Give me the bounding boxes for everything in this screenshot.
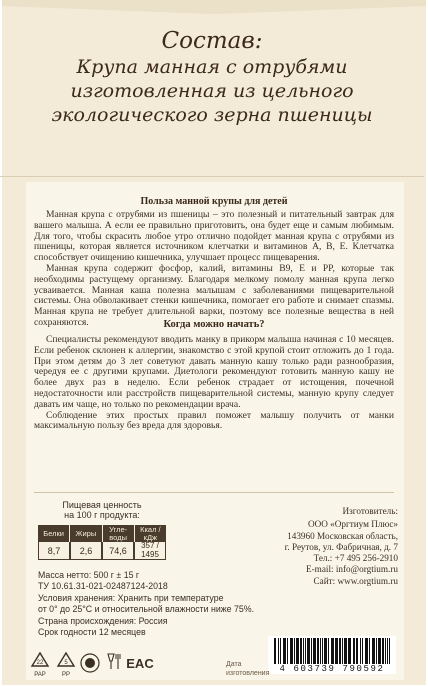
barcode-bar xyxy=(362,638,363,664)
barcode-bar xyxy=(290,638,293,664)
nutrition-header-energy: Ккал / кДж xyxy=(140,525,161,542)
barcode-bar xyxy=(387,638,388,664)
barcode-bar xyxy=(369,638,370,664)
standard-code: ТУ 10.61.31-021-02487124-2018 xyxy=(38,581,168,592)
benefit-title: Польза манной крупы для детей xyxy=(140,196,288,207)
barcode-bar xyxy=(382,638,384,664)
composition-line-3: экологического зерна пшеницы xyxy=(51,104,373,126)
composition-block xyxy=(0,28,424,127)
manufacturer-region: 143960 Московская область, xyxy=(287,530,398,541)
barcode-bar xyxy=(335,638,338,664)
manufacturer-name: ООО «Оргтиум Плюс» xyxy=(307,519,398,530)
manufacturer-site: Сайт: www.orgtium.ru xyxy=(313,575,398,586)
nutrition-header-fat: Жиры xyxy=(70,525,102,542)
nutrition-subtitle: на 100 г продукта: xyxy=(64,510,140,520)
barcode-bar xyxy=(305,638,306,664)
pp-label: PP xyxy=(61,672,71,678)
barcode-number: 4 603739 790592 xyxy=(268,664,396,674)
when-paragraph-2: Соблюдение этих простых правил поможет малышу получить от манки максимальную пользу без вреда для здоровья. xyxy=(34,409,394,432)
barcode-bar xyxy=(280,638,281,664)
flap-shape xyxy=(2,0,426,14)
barcode-bar xyxy=(365,638,368,664)
glass-fork-icon xyxy=(108,654,120,669)
barcode-bar xyxy=(360,638,361,664)
barcode-bar xyxy=(328,638,329,664)
when-title: Когда можно начать? xyxy=(163,319,265,330)
pp-number: 5 xyxy=(64,660,68,666)
barcode-bar xyxy=(278,638,279,664)
nutrition-value-carbs: 74,6 xyxy=(102,542,134,560)
manufacturer-phone: Тел.: +7 495 256-2910 xyxy=(313,553,398,564)
when-paragraph-1: Специалисты рекомендуют вводить манку в прикорм малыша начиная с 10 месяцев. Если ребенок склонен к аллергии, знакомство с этой крупой стоит отложить до 1 года. При этом детям до 3 лет советуют давать манную кашу только ради разнообразия, чередуя ее с другими крупами. Диетологи рекомендуют готовить манную кашу не более двух раз в неделю. Если ребенок страдает от истощения, почечной недостаточности или расстройств пищеварительной системы, манную крупу следует давать им чаще, но только по рекомендации врача. xyxy=(34,334,394,410)
benefit-paragraph-2: Манная крупа содержит фосфор, калий, витамины B9, E и PP, которые так необходимы растущему организму. Благодаря мелкому помолу манная крупа легко усваивается. Манная каша полезна малышам с заболеваниями пищеварительной системы. Она обволакивает стенки кишечника, помогает его работе и снимает спазмы. Манная крупа не требует длительной варки, поэтому все полезные вещества в ней сохраняются. xyxy=(34,262,394,328)
barcode-bar xyxy=(322,638,323,664)
barcode-bar xyxy=(307,638,310,664)
barcode-bar xyxy=(296,638,299,664)
barcode-bar xyxy=(324,638,327,664)
barcode-bar xyxy=(317,638,319,664)
manufacturer-address: г. Реутов, ул. Фабричная, д. 7 xyxy=(284,541,398,552)
barcode-bar xyxy=(356,638,358,664)
barcode-bar xyxy=(274,638,276,664)
country-of-origin: Страна происхождения: Россия xyxy=(38,615,168,626)
nutrition-header-row xyxy=(38,525,166,542)
barcode-bar xyxy=(283,638,286,664)
nutrition-value-energy: 357 / 1495 xyxy=(134,542,166,560)
marks-svg xyxy=(30,651,170,681)
barcode-bar xyxy=(300,638,302,664)
storage-line-1: Условия хранения: Хранить при температуре xyxy=(38,592,224,603)
barcode-bar xyxy=(389,638,390,664)
barcode-bar xyxy=(331,638,334,664)
section-divider xyxy=(34,492,394,493)
barcode-bar xyxy=(378,638,381,664)
recycle-pp-icon xyxy=(58,653,74,678)
barcode-bar xyxy=(376,638,377,664)
nutrition-block xyxy=(38,500,238,559)
shelf-life: Срок годности 12 месяцев xyxy=(38,627,146,638)
barcode-bar xyxy=(311,638,312,664)
nutrition-table xyxy=(38,525,166,561)
when-text xyxy=(34,335,394,432)
storage-line-2: от 0° до 25°С и относительной влажности ниже 75%. xyxy=(38,604,255,615)
panel-crease xyxy=(0,176,424,177)
barcode-bar xyxy=(339,638,341,664)
package-marks xyxy=(30,651,170,681)
barcode-bar xyxy=(348,638,351,664)
composition-line-2: изготовленная из цельного xyxy=(70,80,354,102)
manufacturer-label: Изготовитель: xyxy=(342,506,398,516)
manufacturer-block xyxy=(270,506,398,587)
benefit-text xyxy=(34,210,394,329)
barcode-bar xyxy=(313,638,316,664)
barcode-bar xyxy=(353,638,355,664)
nutrition-value-protein: 8,7 xyxy=(38,542,70,560)
pap-number: 22 xyxy=(36,660,44,666)
nutrition-values-row xyxy=(38,542,166,560)
benefit-paragraph-1: Манная крупа с отрубями из пшеницы – это полезный и питательный завтрак для вашего малыша. А если ее правильно приготовить, она будет еще и самым любимым. Для того, чтобы скрасить любое утро отлично подойдет манная крупа с отрубями из пшеницы, которая является источником клетчатки и витаминов A, B, E. Клетчатка способствует очищению кишечника, улучшает процесс пищеварения. xyxy=(34,209,394,264)
nutrition-header-protein: Белки xyxy=(38,525,70,542)
composition-heading: Состав: xyxy=(161,28,263,54)
barcode-bar xyxy=(294,638,295,664)
net-mass: Масса нетто: 500 г ± 15 г xyxy=(38,570,140,580)
eac-label: EAC xyxy=(126,656,154,671)
eco-badge-icon xyxy=(81,654,99,672)
barcode-bar xyxy=(344,638,347,664)
manufacturer-email: E-mail: info@orgtium.ru xyxy=(306,564,398,575)
product-info xyxy=(38,570,278,638)
nutrition-title: Пищевая ценность xyxy=(62,500,142,510)
pap-label: PAP xyxy=(34,672,46,678)
barcode-bars xyxy=(268,636,396,666)
barcode-bar xyxy=(303,638,304,664)
nutrition-header-carbs: Угле- воды xyxy=(103,525,135,542)
barcode-bar xyxy=(372,638,375,664)
eac-icon xyxy=(126,656,154,671)
barcode-bar xyxy=(342,638,343,664)
manufacture-date-label: Дата изготовления xyxy=(226,661,270,677)
composition-line-1: Крупа манная с отрубями xyxy=(76,56,348,78)
barcode-bar xyxy=(320,638,321,664)
barcode-bar xyxy=(385,638,386,664)
recycle-pap-icon xyxy=(32,653,48,678)
top-flap xyxy=(2,0,426,14)
nutrition-value-fat: 2,6 xyxy=(70,542,102,560)
barcode-bar xyxy=(287,638,288,664)
